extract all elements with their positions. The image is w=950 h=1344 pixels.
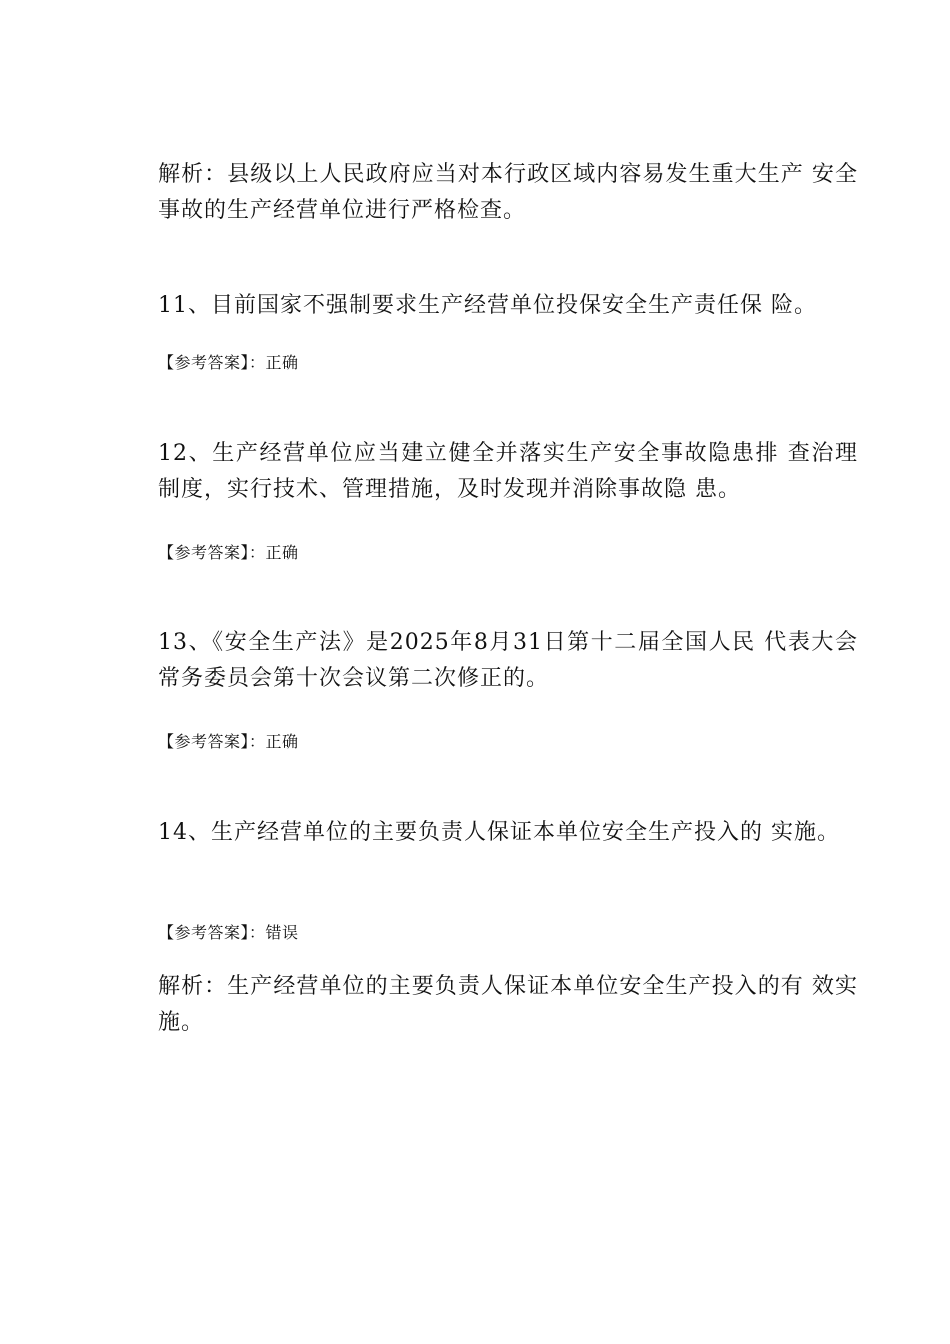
- answer-value: 错误: [265, 923, 299, 942]
- answer-13: [158, 731, 858, 753]
- explanation-paragraph: [158, 157, 858, 229]
- answer-label: 【参考答案】：: [158, 732, 266, 751]
- answer-11: [158, 352, 858, 374]
- question-text: 11、目前国家不强制要求生产经营单位投保安全生产责任保 险。: [158, 293, 817, 318]
- question-12: [158, 436, 858, 508]
- question-11: [158, 288, 858, 324]
- answer-label: 【参考答案】：: [158, 923, 266, 942]
- question-text: 12、生产经营单位应当建立健全并落实生产安全事故隐患排 查治理制度，实行技术、管理措施，及时发现并消除事故隐 患。: [158, 441, 858, 502]
- answer-label: 【参考答案】：: [158, 543, 266, 562]
- question-text: 14、生产经营单位的主要负责人保证本单位安全生产投入的 实施。: [158, 820, 840, 845]
- answer-label: 【参考答案】：: [158, 353, 266, 372]
- question-text: 13、《安全生产法》是2025年8月31日第十二届全国人民 代表大会常务委员会第十次会议第二次修正的。: [158, 630, 858, 691]
- answer-12: [158, 542, 858, 564]
- answer-value: 正确: [265, 353, 299, 372]
- question-13: [158, 625, 858, 697]
- answer-value: 正确: [265, 732, 299, 751]
- answer-value: 正确: [265, 543, 299, 562]
- explanation-text: 解析：县级以上人民政府应当对本行政区域内容易发生重大生产 安全事故的生产经营单位进行严格检查。: [158, 162, 858, 223]
- explanation-text: 解析：生产经营单位的主要负责人保证本单位安全生产投入的有 效实施。: [158, 974, 858, 1035]
- question-14: [158, 815, 858, 851]
- explanation-paragraph: [158, 969, 858, 1041]
- answer-14: [158, 922, 858, 944]
